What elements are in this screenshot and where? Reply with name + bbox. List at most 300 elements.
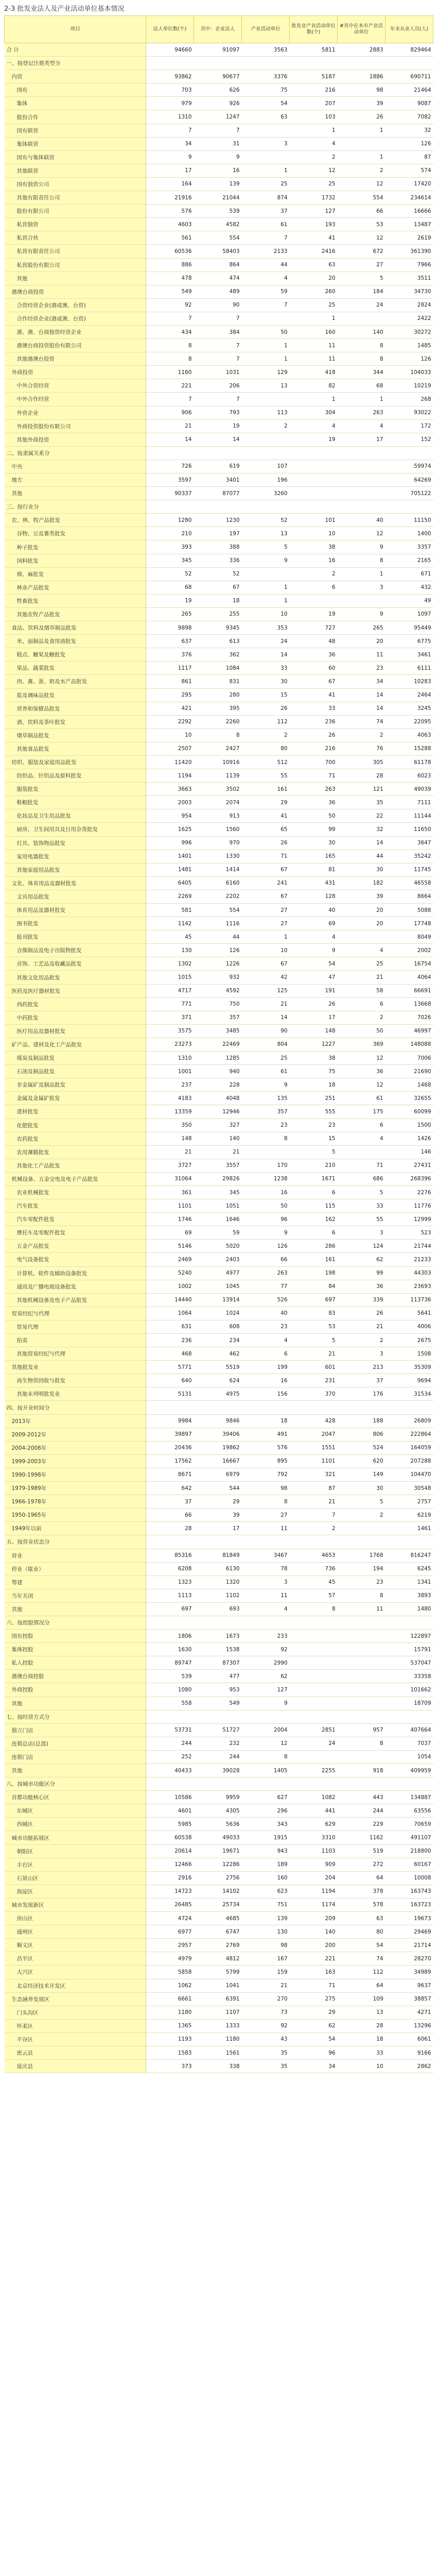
cell-value: 164059 [386, 1441, 433, 1454]
table-row [5, 567, 433, 581]
cell-value: 50 [290, 809, 338, 823]
cell-value: 30 [290, 836, 338, 850]
row-label: 二、按隶属关系分 [5, 446, 146, 460]
cell-value: 13914 [194, 1293, 242, 1307]
cell-value: 33 [242, 662, 290, 675]
cell-value: 4305 [194, 1804, 242, 1818]
cell-value: 3485 [194, 1024, 242, 1038]
row-label: 当年关闭 [5, 1589, 146, 1602]
cell-value: 574 [386, 164, 433, 177]
row-label: 石油及制品批发 [5, 1065, 146, 1078]
cell-value: 39897 [146, 1428, 194, 1441]
cell-value: 11144 [386, 809, 433, 823]
cell-value: 940 [194, 1065, 242, 1078]
cell-value: 17 [290, 1011, 338, 1024]
row-label: 集体联营 [5, 137, 146, 150]
cell-value: 263 [242, 1266, 290, 1280]
row-label: 医药及医疗器材批发 [5, 984, 146, 997]
table-row [5, 1589, 433, 1602]
cell-value [242, 433, 290, 446]
cell-value: 40 [290, 904, 338, 917]
cell-value [386, 1616, 433, 1629]
cell-value: 864 [194, 258, 242, 272]
cell-value: 43 [242, 2032, 290, 2046]
cell-value: 1174 [290, 1898, 338, 1911]
cell-value: 8 [146, 339, 194, 352]
cell-value: 90 [242, 1024, 290, 1038]
table-row [5, 1697, 433, 1710]
cell-value: 13487 [386, 218, 433, 231]
cell-value: 629 [290, 1818, 338, 1831]
row-label: 汽车批发 [5, 1199, 146, 1213]
row-label: 合 计 [5, 43, 146, 57]
cell-value: 3376 [242, 70, 290, 83]
cell-value: 42 [242, 971, 290, 984]
cell-value: 23 [242, 1118, 290, 1132]
row-label: 服装批发 [5, 783, 146, 796]
cell-value [338, 1616, 386, 1629]
row-label: 煤炭及制品批发 [5, 1052, 146, 1065]
cell-value: 2619 [386, 231, 433, 245]
cell-value: 1 [338, 567, 386, 581]
cell-value: 26 [338, 1307, 386, 1320]
table-row [5, 1387, 433, 1401]
cell-value: 10219 [386, 379, 433, 393]
cell-value: 2851 [290, 1723, 338, 1737]
cell-value: 6 [338, 997, 386, 1011]
table-row [5, 70, 433, 83]
cell-value [290, 57, 338, 70]
cell-value: 1673 [194, 1630, 242, 1643]
row-label: 中药批发 [5, 1011, 146, 1024]
cell-value: 17 [194, 1522, 242, 1535]
cell-value: 5799 [194, 1965, 242, 1979]
cell-value: 7966 [386, 258, 433, 272]
cell-value: 895 [242, 1454, 290, 1468]
cell-value: 1365 [146, 2019, 194, 2032]
cell-value: 4063 [386, 728, 433, 742]
row-label: 再生物资回收与批发 [5, 1374, 146, 1387]
cell-value: 68 [146, 581, 194, 594]
cell-value: 943 [242, 1844, 290, 1858]
row-label: 棉、麻批发 [5, 567, 146, 581]
cell-value [338, 1750, 386, 1764]
row-label: 怀柔区 [5, 2019, 146, 2032]
table-row [5, 850, 433, 863]
cell-value: 64 [338, 1871, 386, 1885]
cell-value: 83 [290, 1307, 338, 1320]
cell-value: 2 [338, 1011, 386, 1024]
cell-value: 14 [146, 433, 194, 446]
cell-value: 1 [242, 930, 290, 944]
cell-value: 29826 [194, 1172, 242, 1185]
cell-value: 31 [194, 137, 242, 150]
row-label: 报刊批发 [5, 930, 146, 944]
cell-value: 4685 [194, 1912, 242, 1925]
cell-value: 5088 [386, 904, 433, 917]
cell-value: 361 [146, 1185, 194, 1199]
cell-value: 9898 [146, 621, 194, 635]
row-label: 其他批发业 [5, 1361, 146, 1374]
cell-value: 14440 [146, 1293, 194, 1307]
cell-value: 1230 [194, 514, 242, 527]
cell-value: 29 [290, 2006, 338, 2019]
cell-value: 601 [290, 1361, 338, 1374]
cell-value: 146 [386, 1145, 433, 1159]
row-label: 港澳台商控股 [5, 1670, 146, 1683]
cell-value: 263 [338, 406, 386, 419]
cell-value: 6130 [194, 1562, 242, 1575]
row-label: 纺织品、针织品及原料批发 [5, 769, 146, 783]
cell-value: 30 [338, 863, 386, 876]
table-row [5, 164, 433, 177]
cell-value: 1646 [194, 1213, 242, 1226]
row-label: 中央 [5, 460, 146, 473]
cell-value: 8 [194, 728, 242, 742]
table-row [5, 1038, 433, 1051]
cell-value: 979 [146, 97, 194, 110]
row-label: 拍卖 [5, 1334, 146, 1347]
cell-value: 1031 [194, 366, 242, 379]
cell-value: 6 [290, 1226, 338, 1240]
cell-value: 2675 [386, 1334, 433, 1347]
cell-value: 4006 [386, 1320, 433, 1333]
cell-value: 101 [290, 514, 338, 527]
cell-value: 36 [290, 796, 338, 809]
cell-value [338, 446, 386, 460]
cell-value: 1461 [386, 1522, 433, 1535]
row-label: 海淀区 [5, 1885, 146, 1898]
row-label: 其他 [5, 1602, 146, 1616]
row-label: 首饰、工艺品及收藏品批发 [5, 957, 146, 971]
cell-value: 554 [338, 191, 386, 205]
row-label: 农用薄膜批发 [5, 1145, 146, 1159]
cell-value: 1551 [290, 1441, 338, 1454]
cell-value: 14723 [146, 1885, 194, 1898]
cell-value: 2862 [386, 2060, 433, 2073]
cell-value: 7 [194, 124, 242, 137]
cell-value: 296 [242, 1804, 290, 1818]
cell-value: 970 [194, 836, 242, 850]
cell-value: 46997 [386, 1024, 433, 1038]
cell-value: 23 [338, 662, 386, 675]
cell-value: 37 [146, 1495, 194, 1509]
row-label: 其他文化用品批发 [5, 971, 146, 984]
row-label: 其他 [5, 272, 146, 285]
cell-value: 207288 [386, 1454, 433, 1468]
cell-value: 5519 [194, 1361, 242, 1374]
cell-value: 1142 [146, 917, 194, 930]
table-row [5, 1818, 433, 1831]
cell-value: 1097 [386, 607, 433, 621]
cell-value: 13359 [146, 1105, 194, 1118]
cell-value: 107 [242, 460, 290, 473]
cell-value: 477 [194, 1670, 242, 1683]
cell-value: 2276 [386, 1185, 433, 1199]
table-row [5, 419, 433, 433]
cell-value: 52 [146, 567, 194, 581]
cell-value: 74 [338, 715, 386, 728]
row-label: 建材批发 [5, 1105, 146, 1118]
cell-value: 1107 [194, 2006, 242, 2019]
cell-value: 87 [386, 150, 433, 164]
row-label: 私营有限责任公司 [5, 245, 146, 258]
cell-value: 11150 [386, 514, 433, 527]
cell-value: 804 [242, 1038, 290, 1051]
cell-value: 418 [290, 366, 338, 379]
row-label: 其他化工产品批发 [5, 1159, 146, 1172]
table-row [5, 352, 433, 366]
cell-value: 58 [338, 984, 386, 997]
cell-value: 6219 [386, 1509, 433, 1522]
table-row [5, 1293, 433, 1307]
cell-value: 63 [338, 1912, 386, 1925]
cell-value: 1500 [386, 1118, 433, 1132]
cell-value: 92 [242, 2019, 290, 2032]
cell-value: 16 [290, 554, 338, 567]
cell-value [290, 1643, 338, 1656]
cell-value: 478 [146, 272, 194, 285]
cell-value: 24 [338, 298, 386, 312]
cell-value: 7 [146, 124, 194, 137]
cell-value: 2 [290, 567, 338, 581]
cell-value: 81849 [194, 1549, 242, 1562]
cell-value: 539 [194, 205, 242, 218]
cell-value: 6 [338, 1118, 386, 1132]
table-row [5, 1307, 433, 1320]
column-header: 法人单位数(个) [146, 16, 194, 43]
cell-value: 9 [338, 540, 386, 554]
row-label: 种子批发 [5, 540, 146, 554]
cell-value: 60099 [386, 1105, 433, 1118]
cell-value: 67 [242, 890, 290, 903]
table-row [5, 1804, 433, 1818]
table-row [5, 1159, 433, 1172]
cell-value: 234 [194, 1334, 242, 1347]
table-row [5, 1979, 433, 1992]
table-row [5, 1226, 433, 1240]
row-label: 2013年 [5, 1414, 146, 1428]
table-row [5, 702, 433, 715]
cell-value: 126 [242, 1240, 290, 1253]
cell-value: 2 [338, 164, 386, 177]
row-label: 西药批发 [5, 997, 146, 1011]
cell-value: 1285 [194, 1052, 242, 1065]
cell-value: 539 [146, 1670, 194, 1683]
row-label: 音像制品及电子出版物批发 [5, 944, 146, 957]
table-row [5, 487, 433, 500]
cell-value: 4975 [194, 1387, 242, 1401]
table-row [5, 1723, 433, 1737]
cell-value [290, 1750, 338, 1764]
cell-value: 241 [242, 876, 290, 890]
cell-value: 19671 [194, 1844, 242, 1858]
row-label: 2004-2008年 [5, 1441, 146, 1454]
cell-value: 156 [242, 1387, 290, 1401]
row-label: 1950-1965年 [5, 1509, 146, 1522]
cell-value: 13 [242, 527, 290, 540]
cell-value: 51727 [194, 1723, 242, 1737]
cell-value: 7 [194, 352, 242, 366]
cell-value: 62 [338, 1253, 386, 1266]
cell-value: 32 [338, 823, 386, 836]
table-row [5, 554, 433, 567]
cell-value [338, 473, 386, 487]
cell-value: 66691 [386, 984, 433, 997]
cell-value: 207 [290, 97, 338, 110]
row-label: 林业产品批发 [5, 581, 146, 594]
cell-value: 21464 [386, 83, 433, 97]
cell-value: 41 [242, 809, 290, 823]
cell-value: 7 [242, 298, 290, 312]
row-label: 农、林、牧产品批发 [5, 514, 146, 527]
cell-value: 8049 [386, 930, 433, 944]
table-row [5, 1145, 433, 1159]
table-row [5, 393, 433, 406]
cell-value: 71 [290, 1979, 338, 1992]
cell-value [242, 500, 290, 514]
cell-value: 197 [194, 527, 242, 540]
table-row [5, 1965, 433, 1979]
cell-value: 736 [290, 1562, 338, 1575]
row-label: 国有控股 [5, 1630, 146, 1643]
cell-value: 19 [194, 419, 242, 433]
table-row [5, 607, 433, 621]
table-row [5, 1361, 433, 1374]
table-row [5, 957, 433, 971]
cell-value: 2260 [194, 715, 242, 728]
cell-value: 29469 [386, 1925, 433, 1939]
cell-value: 12 [338, 177, 386, 191]
cell-value: 637 [146, 635, 194, 648]
cell-value: 61 [242, 1065, 290, 1078]
cell-value: 1160 [146, 366, 194, 379]
cell-value: 161 [290, 1253, 338, 1266]
cell-value: 18 [242, 1414, 290, 1428]
cell-value: 3401 [194, 473, 242, 487]
cell-value: 21 [290, 1495, 338, 1509]
cell-value: 216 [290, 83, 338, 97]
cell-value: 1310 [146, 110, 194, 124]
cell-value: 697 [146, 1602, 194, 1616]
table-row [5, 1912, 433, 1925]
row-label: 机械设备、五金交电及电子产品批发 [5, 1172, 146, 1185]
cell-value: 189 [242, 1858, 290, 1871]
cell-value: 5187 [290, 70, 338, 83]
row-label: 饲料批发 [5, 554, 146, 567]
cell-value: 1 [242, 164, 290, 177]
row-label: 集体控股 [5, 1643, 146, 1656]
row-label: 六、按控股情况分 [5, 1616, 146, 1629]
section-row [5, 500, 433, 514]
cell-value: 1405 [242, 1764, 290, 1777]
cell-value: 4724 [146, 1912, 194, 1925]
cell-value: 697 [290, 1293, 338, 1307]
table-row [5, 2046, 433, 2059]
cell-value: 34 [290, 2060, 338, 2073]
table-body [5, 43, 433, 2073]
cell-value: 12 [338, 1078, 386, 1092]
cell-value [242, 124, 290, 137]
cell-value: 81 [290, 863, 338, 876]
table-row [5, 1024, 433, 1038]
cell-value: 67 [242, 957, 290, 971]
cell-value: 96 [290, 2046, 338, 2059]
cell-value: 196 [242, 473, 290, 487]
cell-value: 6 [242, 1347, 290, 1361]
row-label: 酒、饮料及茶叶批发 [5, 715, 146, 728]
cell-value: 806 [338, 1428, 386, 1441]
cell-value: 204 [290, 1871, 338, 1885]
table-row [5, 796, 433, 809]
table-row [5, 1522, 433, 1535]
cell-value: 31064 [146, 1172, 194, 1185]
table-row [5, 648, 433, 662]
table-row [5, 984, 433, 997]
cell-value: 407664 [386, 1723, 433, 1737]
cell-value: 77 [242, 1280, 290, 1293]
cell-value: 63556 [386, 1804, 433, 1818]
cell-value: 175 [338, 1105, 386, 1118]
row-label: 石景山区 [5, 1871, 146, 1885]
table-row [5, 2006, 433, 2019]
cell-value: 165 [290, 850, 338, 863]
row-label: 肉、禽、蛋、奶及水产品批发 [5, 675, 146, 688]
section-row [5, 1616, 433, 1629]
cell-value: 4064 [386, 971, 433, 984]
cell-value: 4 [338, 944, 386, 957]
row-label: 文化、体育用品及器材批发 [5, 876, 146, 890]
cell-value: 62 [290, 2019, 338, 2032]
cell-value: 549 [194, 1697, 242, 1710]
cell-value: 443 [338, 1791, 386, 1804]
cell-value: 263 [290, 783, 338, 796]
row-label: 盐及调味品批发 [5, 688, 146, 702]
cell-value: 321 [290, 1468, 338, 1481]
section-row [5, 446, 433, 460]
cell-value: 10916 [194, 755, 242, 769]
cell-value: 3563 [242, 43, 290, 57]
table-row [5, 110, 433, 124]
cell-value: 47 [290, 971, 338, 984]
table-row [5, 742, 433, 755]
cell-value: 94660 [146, 43, 194, 57]
cell-value: 61178 [386, 755, 433, 769]
row-label: 房山区 [5, 1912, 146, 1925]
cell-value: 34 [338, 675, 386, 688]
table-row [5, 1240, 433, 1253]
cell-value: 113736 [386, 1293, 433, 1307]
cell-value: 40433 [146, 1764, 194, 1777]
cell-value: 6391 [194, 1992, 242, 2006]
cell-value: 104033 [386, 366, 433, 379]
cell-value: 2 [242, 419, 290, 433]
cell-value: 64269 [386, 473, 433, 487]
cell-value: 1084 [194, 662, 242, 675]
cell-value: 3511 [386, 272, 433, 285]
row-label: 港澳台商投资股份有限公司 [5, 339, 146, 352]
table-row [5, 1656, 433, 1670]
cell-value: 20 [338, 917, 386, 930]
cell-value: 623 [242, 1885, 290, 1898]
table-row [5, 298, 433, 312]
cell-value [290, 1401, 338, 1414]
cell-value: 512 [242, 755, 290, 769]
cell-value: 37 [242, 205, 290, 218]
cell-value: 6111 [386, 662, 433, 675]
row-label: 私营合伙 [5, 231, 146, 245]
cell-value: 996 [146, 836, 194, 850]
